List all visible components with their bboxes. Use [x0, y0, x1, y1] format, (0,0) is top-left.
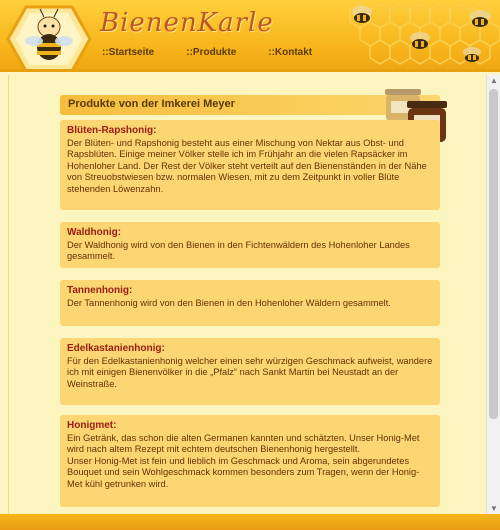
product-text: Der Waldhonig wird von den Bienen in den Fichtenwäldern des Hohenloher Landes gesammelt. [67, 239, 410, 261]
product-title: Honigmet: [67, 420, 117, 431]
footer-bar [0, 514, 500, 530]
product-card-bluetenrapshonig [60, 120, 440, 210]
product-card-edelkastanienhonig [60, 338, 440, 405]
bee-icon [352, 6, 372, 23]
product-card-waldhonig [60, 222, 440, 268]
main-nav [102, 47, 312, 58]
product-title: Waldhonig: [67, 227, 122, 238]
product-text: Der Blüten- und Rapshonig besteht aus einer Mischung von Nektar aus Obst- und Rapsblüten. Einige meiner Völker stelle ich im Frühjahr an die vielen Rapsäcker im Hohenloher Land. Der Rest der Völker steht verteilt auf den Bienenständen in der Nähe von Streuobstwiesen bzw. normalen Wiesen, mit zu dem Zeitpunkt in voller Blüte stehenden Löwenzahn. [67, 137, 427, 194]
scroll-down-arrow-icon[interactable]: ▼ [490, 504, 498, 513]
product-text-2: Unser Honig-Met ist fein und lieblich im Geschmack und Aroma, sein abgerundetes Bouquet und sein Wohlgeschmack kommen besonders zum Tragen, wenn der Honig-Met kühl getrunken wird. [67, 455, 420, 489]
product-text: Ein Getränk, das schon die alten Germanen kannten und schätzten. Unser Honig-Met wird nach altem Rezept mit echtem deutschen Bienenhonig hergestellt. [67, 432, 420, 454]
section-title: Produkte von der Imkerei Meyer [60, 95, 440, 115]
product-text: Für den Edelkastanienhonig welcher einen sehr würzigen Geschmack aufweist, wandere ich mit einigen Bienenvölker in die „Pfalz“ nach Sankt Martin bei Neustadt an der Weinstraße. [67, 355, 433, 389]
product-card-honigmet [60, 415, 440, 507]
nav-produkte[interactable]: ::Produkte [186, 47, 237, 58]
nav-startseite[interactable]: ::Startseite [102, 47, 155, 58]
scroll-up-arrow-icon[interactable]: ▲ [490, 76, 498, 85]
honeycomb-pattern [340, 0, 500, 72]
brand-logo[interactable]: BienenKarle [100, 8, 274, 38]
product-title: Blüten-Rapshonig: [67, 125, 157, 136]
product-title: Tannenhonig: [67, 285, 133, 296]
bee-mascot-icon [6, 3, 92, 72]
header [0, 0, 500, 72]
vertical-scrollbar[interactable] [486, 75, 500, 515]
product-card-tannenhonig [60, 280, 440, 326]
product-title: Edelkastanienhonig: [67, 343, 165, 354]
nav-kontakt[interactable]: ::Kontakt [268, 47, 313, 58]
product-text: Der Tannenhonig wird von den Bienen in den Hohenloher Wäldern gesammelt. [67, 297, 391, 308]
scroll-thumb[interactable] [489, 89, 498, 419]
